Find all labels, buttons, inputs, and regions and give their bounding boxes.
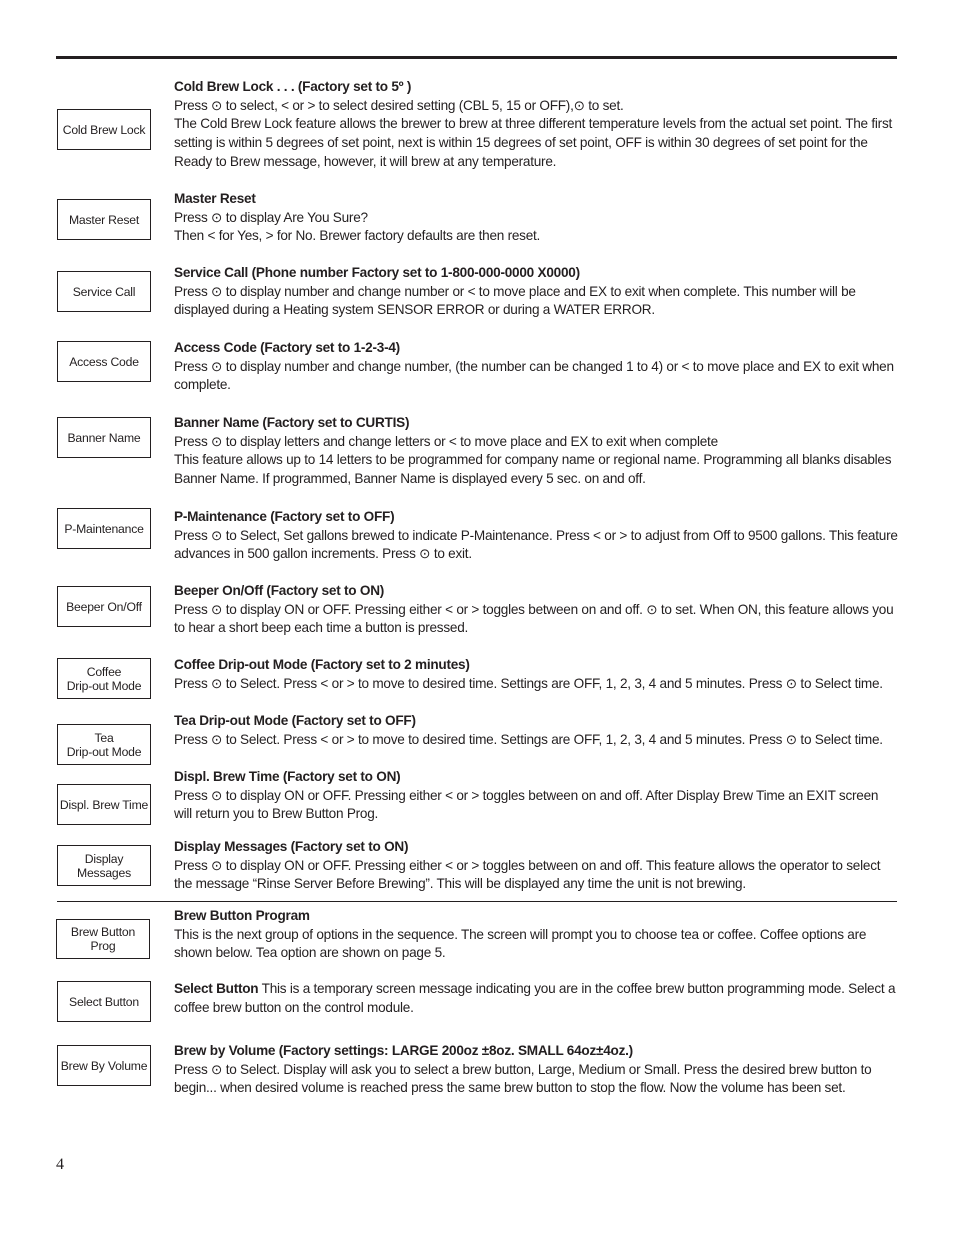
tea-drip-out-mode-label-box: Tea Drip-out Mode (57, 724, 151, 765)
section-text: This is a temporary screen message indicating you are in the coffee brew button programming mode. Select a coffee brew button on the control module. (174, 981, 896, 1015)
top-rule (56, 56, 897, 59)
brew-button-prog-label-box: Brew Button Prog (56, 919, 150, 959)
section-text: Press ⊙ to display number and change number or < to move place and EX to exit when complete. This number will be displayed during a Heating system SENSOR ERROR or during a WATER ERROR. (174, 283, 856, 318)
displ-brew-time-label-box: Displ. Brew Time (57, 784, 151, 825)
coffee-drip-out-mode-description (174, 656, 898, 693)
cold-brew-lock-description (174, 78, 898, 172)
beeper-on-off-description (174, 582, 898, 638)
tea-drip-out-mode-description (174, 712, 898, 749)
section-heading: Display Messages (Factory set to ON) (174, 839, 409, 854)
section-heading: Brew Button Program (174, 908, 310, 923)
section-heading: Coffee Drip-out Mode (Factory set to 2 minutes) (174, 657, 470, 672)
brew-button-program-description (174, 907, 898, 963)
display-messages-label-box: Display Messages (57, 845, 151, 886)
section-text: Press ⊙ to display number and change number, (the number can be changed 1 to 4) or < to move place and EX to exit when complete. (174, 358, 894, 393)
section-text: Then < for Yes, > for No. Brewer factory defaults are then reset. (174, 228, 541, 244)
section-heading: Service Call (Phone number Factory set to 1-800-000-0000 X0000) (174, 265, 580, 280)
section-heading: Beeper On/Off (Factory set to ON) (174, 583, 385, 598)
displ-brew-time-description (174, 768, 898, 824)
section-text: Press ⊙ to display ON or OFF. Pressing either < or > toggles between on and off. This feature allows the operator to select the message “Rinse Server Before Brewing”. This will be displayed any time the unit is not brewing. (174, 857, 881, 892)
section-heading: Access Code (Factory set to 1-2-3-4) (174, 340, 400, 355)
section-heading: Cold Brew Lock . . . (Factory set to 5º ) (174, 79, 412, 94)
section-text: Press ⊙ to display ON or OFF. Pressing either < or > toggles between on and off. ⊙ to set. When ON, this feature allows you to hear a short beep each time a button is pressed. (174, 601, 894, 636)
display-messages-description (174, 838, 898, 894)
section-heading: P-Maintenance (Factory set to OFF) (174, 509, 395, 524)
section-divider (57, 901, 897, 902)
cold-brew-lock-label-box: Cold Brew Lock (57, 109, 151, 150)
service-call-description (174, 264, 898, 320)
banner-name-label-box: Banner Name (57, 417, 151, 458)
section-heading: Master Reset (174, 191, 256, 206)
section-text: Press ⊙ to display Are You Sure? (174, 209, 368, 225)
beeper-on-off-label-box: Beeper On/Off (57, 586, 151, 627)
section-text: Press ⊙ to Select. Display will ask you to select a brew button, Large, Medium or Small. Press the desired brew button to begin... when desired volume is reached press the same brew button to stop the flow. Now the volume has been set. (174, 1061, 872, 1096)
section-text: Press ⊙ to display letters and change letters or < to move place and EX to exit when complete (174, 433, 718, 449)
page-number: 4 (56, 1156, 64, 1173)
section-text: Press ⊙ to Select, Set gallons brewed to indicate P-Maintenance. Press < or > to adjust from Off to 9500 gallons. This feature advances in 500 gallon increments. Press ⊙ to exit. (174, 527, 898, 562)
service-call-label-box: Service Call (57, 271, 151, 312)
master-reset-label-box: Master Reset (57, 199, 151, 240)
brew-by-volume-description (174, 1042, 898, 1098)
access-code-description (174, 339, 898, 395)
section-text: Press ⊙ to Select. Press < or > to move to desired time. Settings are OFF, 1, 2, 3, 4 and 5 minutes. Press ⊙ to Select time. (174, 675, 883, 691)
section-text: Press ⊙ to Select. Press < or > to move to desired time. Settings are OFF, 1, 2, 3, 4 and 5 minutes. Press ⊙ to Select time. (174, 731, 883, 747)
section-heading: Brew by Volume (Factory settings: LARGE 200oz ±8oz. SMALL 64oz±4oz.) (174, 1043, 633, 1058)
section-heading: Displ. Brew Time (Factory set to ON) (174, 769, 401, 784)
section-heading: Tea Drip-out Mode (Factory set to OFF) (174, 713, 416, 728)
p-maintenance-description (174, 508, 898, 564)
access-code-label-box: Access Code (57, 341, 151, 382)
section-text: This is the next group of options in the sequence. The screen will prompt you to choose tea or coffee. Coffee options are shown below. Tea option are shown on page 5. (174, 926, 867, 961)
master-reset-description (174, 190, 898, 246)
brew-by-volume-label-box: Brew By Volume (57, 1045, 151, 1086)
section-heading: Banner Name (Factory set to CURTIS) (174, 415, 410, 430)
select-button-description (174, 980, 898, 1017)
coffee-drip-out-mode-label-box: Coffee Drip-out Mode (57, 658, 151, 699)
section-text: Press ⊙ to select, < or > to select desired setting (CBL 5, 15 or OFF),⊙ to set. (174, 97, 624, 113)
section-heading: Select Button (174, 981, 259, 996)
select-button-label-box: Select Button (57, 981, 151, 1022)
section-text: The Cold Brew Lock feature allows the brewer to brew at three different temperature levels from the actual set point. The first setting is within 5 degrees of set point, next is within 15 degrees of set point, OFF is within 30 degrees of set point for the Ready to Brew message, however, it will brew at any temperature. (174, 116, 893, 169)
p-maintenance-label-box: P-Maintenance (57, 508, 151, 549)
section-text: This feature allows up to 14 letters to be programmed for company name or regional name. Programming all blanks disables Banner Name. If programmed, Banner Name is displayed every 5 sec. on and off. (174, 452, 892, 487)
section-text: Press ⊙ to display ON or OFF. Pressing either < or > toggles between on and off. After Display Brew Time an EXIT screen will return you to Brew Button Prog. (174, 787, 879, 822)
banner-name-description (174, 414, 898, 489)
